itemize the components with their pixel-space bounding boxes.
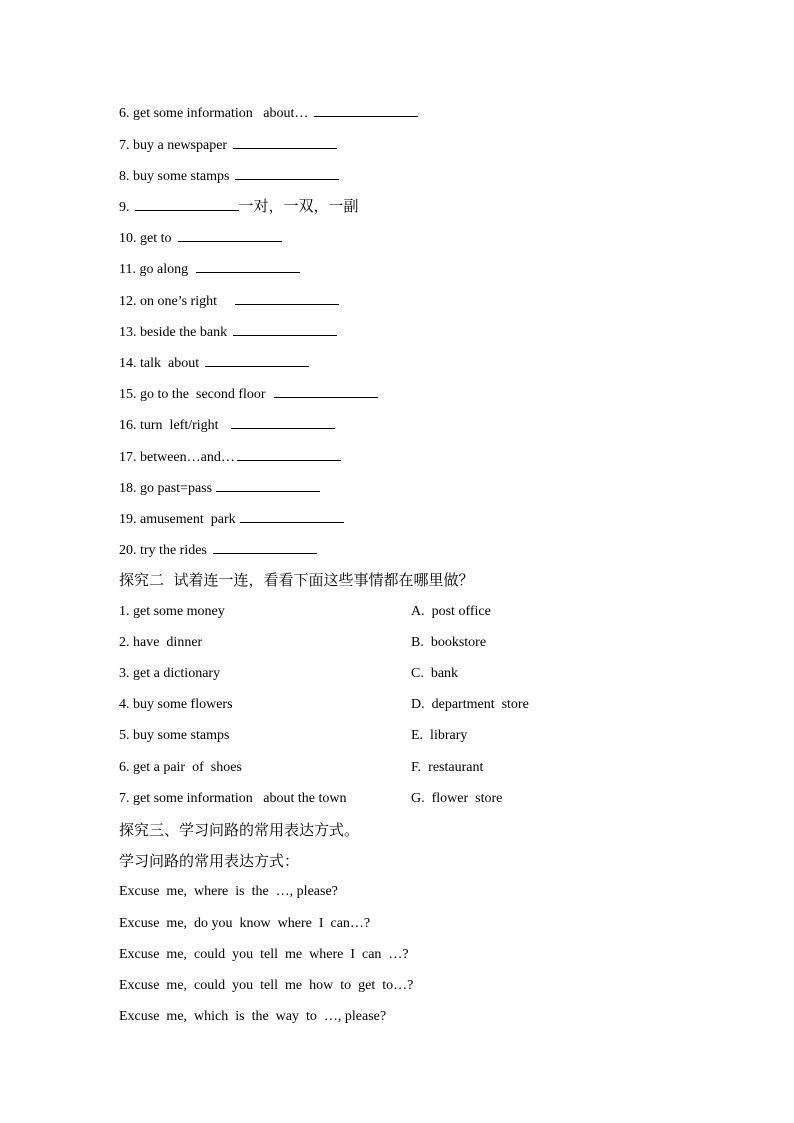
phrase-6 (119, 103, 418, 123)
answer-blank[interactable] (213, 540, 317, 554)
match-left-item: 3. get a dictionary (119, 666, 221, 681)
match-right-item: A. post office (411, 604, 491, 619)
answer-blank[interactable] (178, 228, 282, 242)
phrase-text: 6. get some information about… (119, 106, 309, 121)
answer-blank[interactable] (205, 353, 309, 367)
phrase-20 (119, 540, 317, 560)
phrase-9-meaning: 一对，一双，一副 (238, 197, 359, 215)
phrase-text: 7. buy a newspaper (119, 138, 228, 153)
match-left-item: 5. buy some stamps (119, 728, 230, 743)
phrase-text: 20. try the rides (119, 543, 207, 558)
phrase-text: 16. turn left/right (119, 418, 219, 433)
phrase-text: 8. buy some stamps (119, 169, 230, 184)
phrase-text: 17. between…and… (119, 450, 235, 465)
phrase-text: 13. beside the bank (119, 325, 228, 340)
phrase-12 (119, 291, 339, 311)
phrase-9 (119, 197, 359, 217)
phrase-19 (119, 509, 344, 529)
phrase-text: 19. amusement park (119, 512, 236, 527)
answer-blank[interactable] (240, 509, 344, 523)
section-3-title: 探究三、学习问路的常用表达方式。 (119, 821, 360, 839)
answer-blank[interactable] (235, 291, 339, 305)
match-right-item: D. department store (411, 697, 529, 712)
expression: Excuse me, where is the …, please? (119, 884, 338, 899)
phrase-text: 9. (119, 200, 130, 215)
match-left-item: 2. have dinner (119, 635, 203, 650)
answer-blank[interactable] (314, 103, 418, 117)
match-right-item: E. library (411, 728, 468, 743)
answer-blank[interactable] (235, 166, 339, 180)
phrase-text: 10. get to (119, 231, 172, 246)
phrase-text: 11. go along (119, 262, 189, 277)
section-2-title: 探究二 试着连一连，看看下面这些事情都在哪里做？ (119, 571, 474, 589)
phrase-13 (119, 322, 337, 342)
phrase-text: 18. go past=pass (119, 481, 213, 496)
expression: Excuse me, which is the way to …, please? (119, 1009, 387, 1024)
expression: Excuse me, do you know where I can…? (119, 916, 371, 931)
match-right-item: G. flower store (411, 791, 503, 806)
match-right-item: C. bank (411, 666, 459, 681)
phrase-text: 15. go to the second floor (119, 387, 266, 402)
match-left-item: 6. get a pair of shoes (119, 760, 242, 775)
phrase-10 (119, 228, 282, 248)
answer-blank[interactable] (274, 384, 378, 398)
expression: Excuse me, could you tell me how to get to…? (119, 978, 414, 993)
phrase-16 (119, 415, 335, 435)
phrase-11 (119, 259, 300, 279)
match-left-item: 4. buy some flowers (119, 697, 233, 712)
phrase-text: 14. talk about (119, 356, 200, 371)
phrase-7 (119, 135, 337, 155)
expression: Excuse me, could you tell me where I can …? (119, 947, 409, 962)
phrase-8 (119, 166, 339, 186)
match-left-item: 1. get some money (119, 604, 225, 619)
phrase-text: 12. on one’s right (119, 294, 217, 309)
answer-blank[interactable] (196, 259, 300, 273)
answer-blank[interactable] (231, 415, 335, 429)
match-right-item: F. restaurant (411, 760, 484, 775)
phrase-17 (119, 447, 341, 467)
match-left-item: 7. get some information about the town (119, 791, 347, 806)
answer-blank[interactable] (237, 447, 341, 461)
phrase-14 (119, 353, 309, 373)
answer-blank[interactable] (135, 197, 239, 211)
phrase-15 (119, 384, 378, 404)
phrase-18 (119, 478, 320, 498)
match-right-item: B. bookstore (411, 635, 487, 650)
answer-blank[interactable] (216, 478, 320, 492)
answer-blank[interactable] (233, 322, 337, 336)
section-3-subtitle: 学习问路的常用表达方式： (119, 852, 300, 870)
answer-blank[interactable] (233, 135, 337, 149)
